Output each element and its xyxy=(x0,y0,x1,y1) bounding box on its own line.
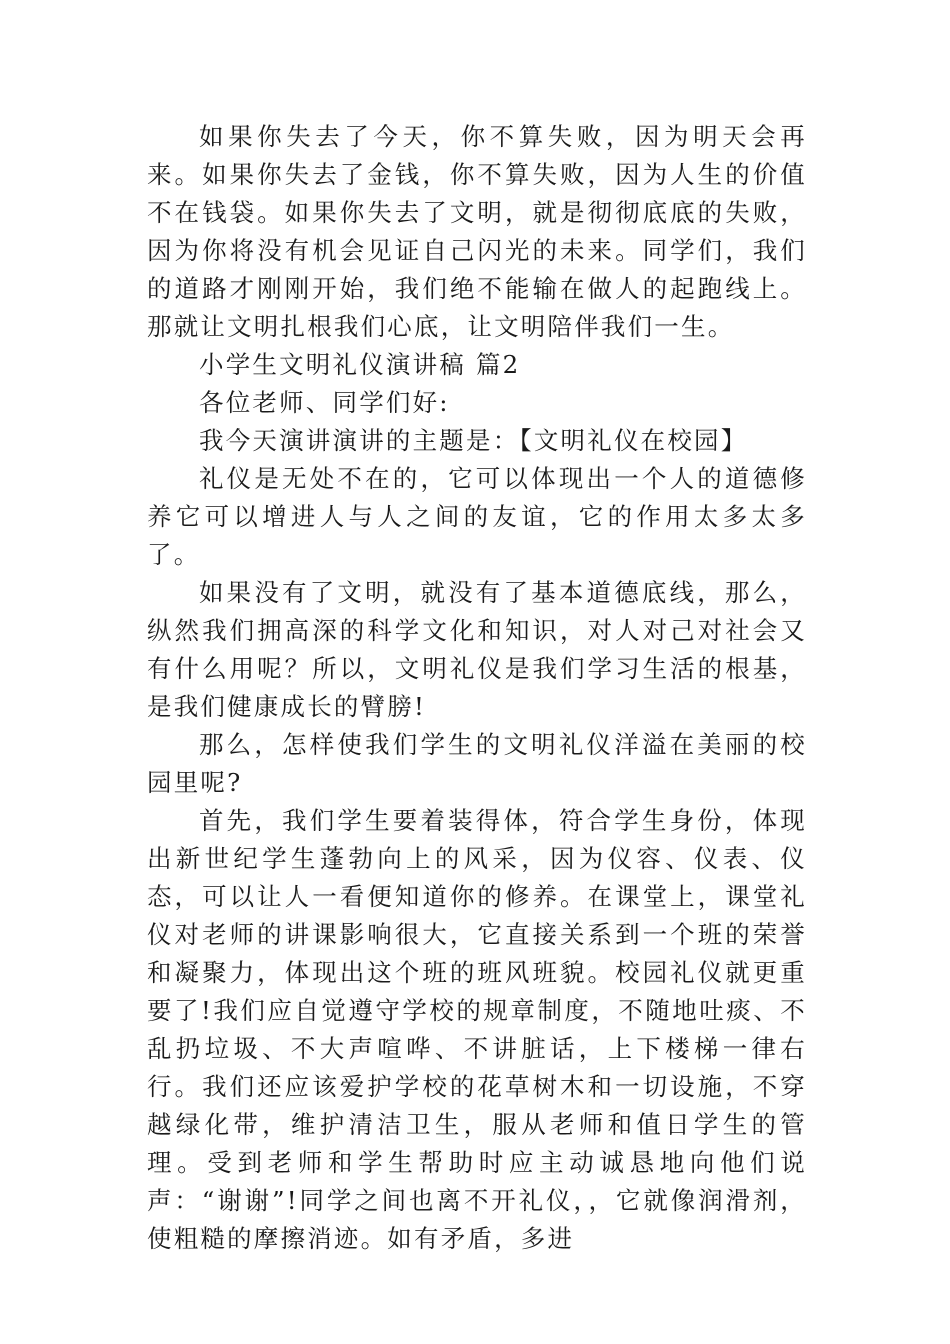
paragraph-without-civility: 如果没有了文明，就没有了基本道德底线，那么，纵然我们拥高深的科学文化和知识，对人对己对社会又有什么用呢？所以，文明礼仪是我们学习生活的根基，是我们健康成长的臂膀! xyxy=(147,578,807,721)
section-title: 小学生文明礼仪演讲稿 篇2 xyxy=(199,350,521,379)
paragraph-first-dress: 首先，我们学生要着装得体，符合学生身份，体现出新世纪学生蓬勃向上的风采，因为仪容、仪表、仪态，可以让人一看便知道你的修养。在课堂上，课堂礼仪对老师的讲课影响很大，它直接关系到一个班的荣誉和凝聚力，体现出这个班的班风班貌。校园礼仪就更重要了!我们应自觉遵守学校的规章制度，不随地吐痰、不乱扔垃圾、不大声喧哗、不讲脏话，上下楼梯一律右行。我们还应该爱护学校的花草树木和一切设施，不穿越绿化带，维护清洁卫生，服从老师和值日学生的管理。受到老师和学生帮助时应主动诚恳地向他们说声：“谢谢”!同学之间也离不开礼仪，，它就像润滑剂，使粗糙的摩擦消迹。如有矛盾，多进 xyxy=(147,806,807,1253)
paragraph-question: 那么，怎样使我们学生的文明礼仪洋溢在美丽的校园里呢? xyxy=(147,730,807,797)
greeting: 各位老师、同学们好: xyxy=(199,388,450,417)
paragraph-etiquette-everywhere: 礼仪是无处不在的，它可以体现出一个人的道德修养它可以增进人与人之间的友谊，它的作用太多太多了。 xyxy=(147,464,807,569)
speech-topic: 我今天演讲演讲的主题是：【文明礼仪在校园】 xyxy=(199,426,748,455)
speech-text-body xyxy=(147,118,807,1258)
paragraph-failure-civility: 如果你失去了今天，你不算失败，因为明天会再来。如果你失去了金钱，你不算失败，因为人生的价值不在钱袋。如果你失去了文明，就是彻彻底底的失败，因为你将没有机会见证自己闪光的未来。同学们，我们的道路才刚刚开始，我们绝不能输在做人的起跑线上。那就让文明扎根我们心底，让文明陪伴我们一生。 xyxy=(147,122,807,341)
